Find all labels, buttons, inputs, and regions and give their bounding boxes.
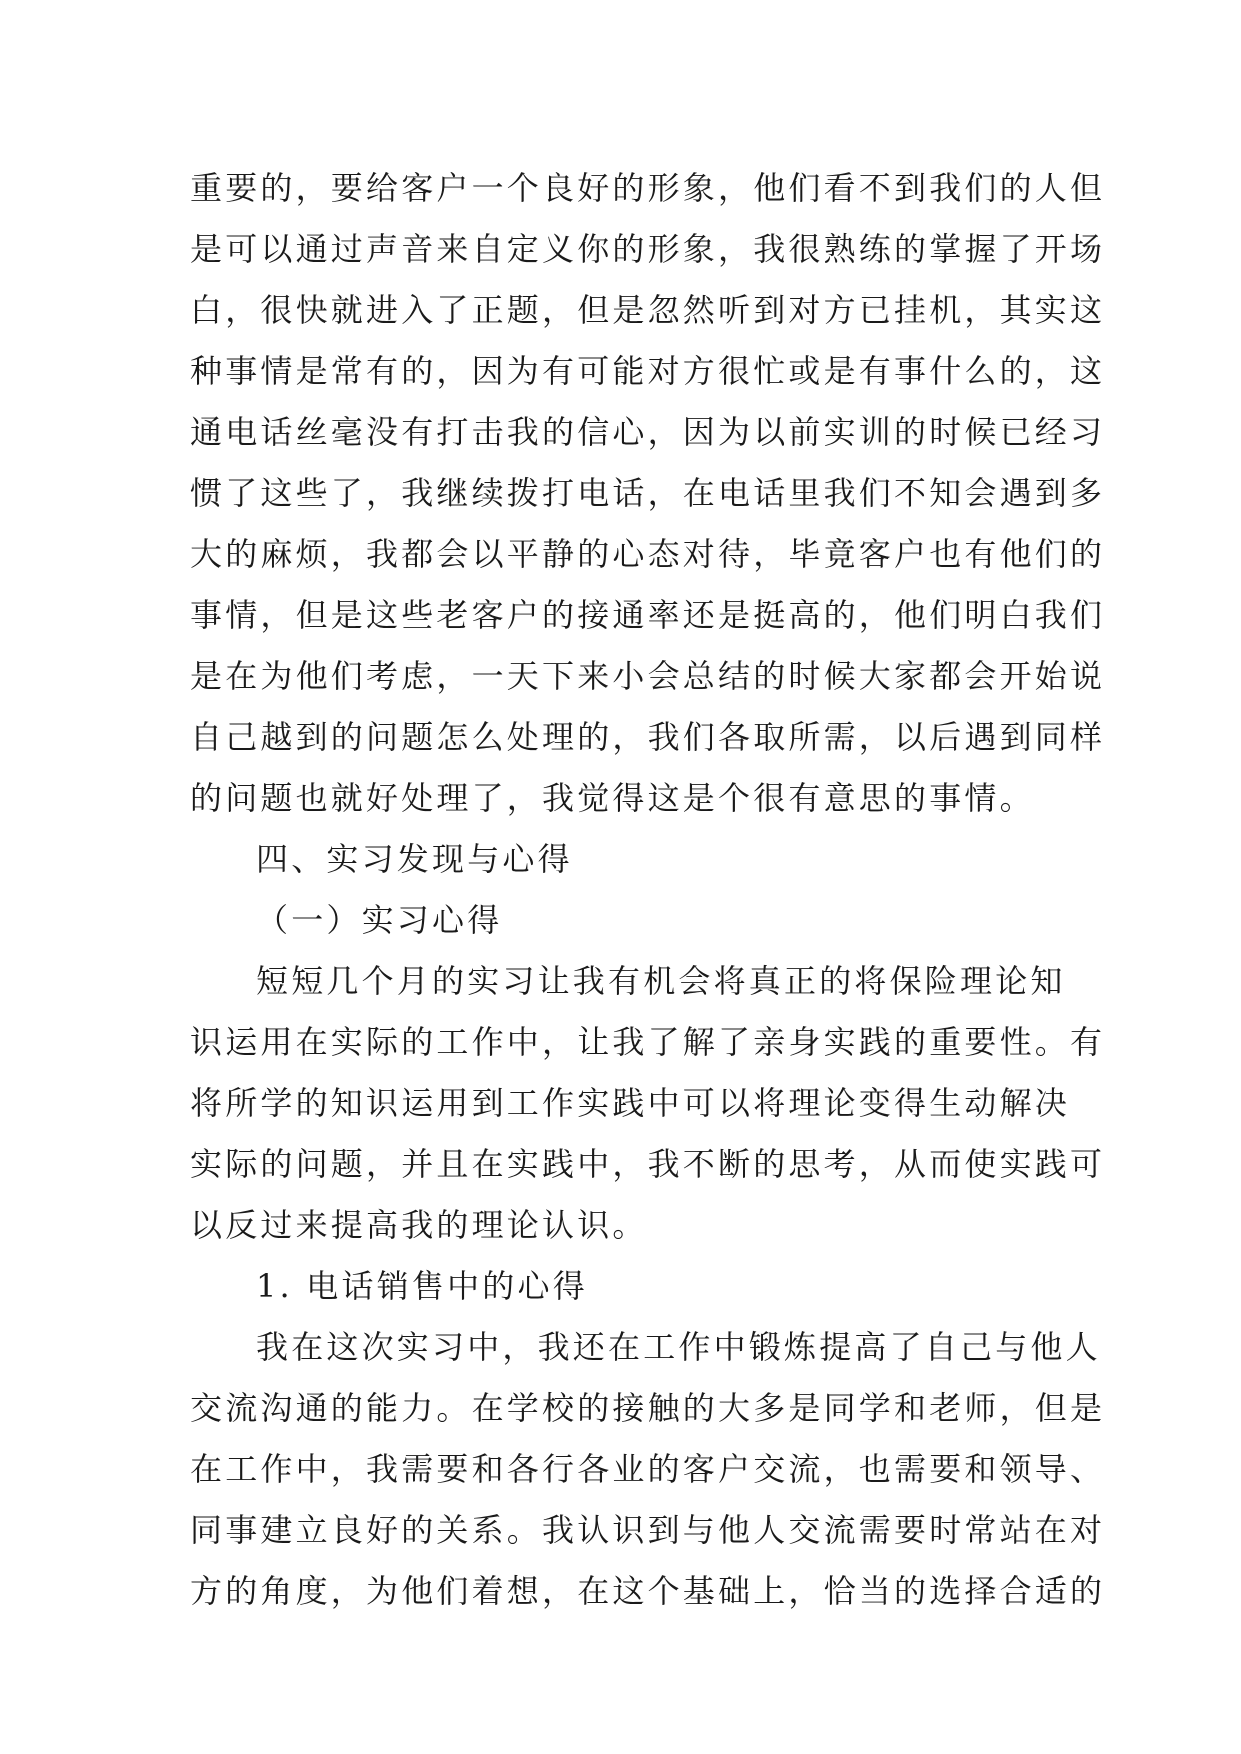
paragraph-line: 同事建立良好的关系。我认识到与他人交流需要时常站在对 — [190, 1511, 1106, 1549]
section-heading: 四、实习发现与心得 — [256, 840, 573, 878]
paragraph-line: 种事情是常有的，因为有可能对方很忙或是有事什么的，这 — [190, 352, 1106, 390]
paragraph-line: 实际的问题，并且在实践中，我不断的思考，从而使实践可 — [190, 1145, 1106, 1183]
paragraph-line: 以反过来提高我的理论认识。 — [190, 1206, 648, 1244]
paragraph-line: 惯了这些了，我继续拨打电话，在电话里我们不知会遇到多 — [190, 474, 1106, 512]
paragraph-line: 方的角度，为他们着想，在这个基础上，恰当的选择合适的 — [190, 1572, 1106, 1610]
paragraph-line: 在工作中，我需要和各行各业的客户交流，也需要和领导、 — [190, 1450, 1106, 1488]
paragraph-line: 是在为他们考虑，一天下来小会总结的时候大家都会开始说 — [190, 657, 1106, 695]
paragraph-line: 我在这次实习中，我还在工作中锻炼提高了自己与他人 — [256, 1328, 1101, 1366]
paragraph-line: 白，很快就进入了正题，但是忽然听到对方已挂机，其实这 — [190, 291, 1106, 329]
paragraph-line: 的问题也就好处理了，我觉得这是个很有意思的事情。 — [190, 779, 1035, 817]
paragraph-line: 大的麻烦，我都会以平静的心态对待，毕竟客户也有他们的 — [190, 535, 1106, 573]
paragraph-line: 将所学的知识运用到工作实践中可以将理论变得生动解决 — [190, 1084, 1071, 1122]
paragraph-line: 通电话丝毫没有打击我的信心，因为以前实训的时候已经习 — [190, 413, 1106, 451]
paragraph-line: 是可以通过声音来自定义你的形象，我很熟练的掌握了开场 — [190, 230, 1106, 268]
paragraph-line: 识运用在实际的工作中，让我了解了亲身实践的重要性。有 — [190, 1023, 1106, 1061]
numbered-heading: 1. 电话销售中的心得 — [256, 1267, 588, 1305]
paragraph-line: 事情，但是这些老客户的接通率还是挺高的，他们明白我们 — [190, 596, 1106, 634]
paragraph-line: 短短几个月的实习让我有机会将真正的将保险理论知 — [256, 962, 1066, 1000]
paragraph-line: 交流沟通的能力。在学校的接触的大多是同学和老师，但是 — [190, 1389, 1106, 1427]
paragraph-line: 重要的，要给客户一个良好的形象，他们看不到我们的人但 — [190, 169, 1106, 207]
subsection-heading: （一）实习心得 — [256, 901, 503, 939]
paragraph-line: 自己越到的问题怎么处理的，我们各取所需，以后遇到同样 — [190, 718, 1106, 756]
